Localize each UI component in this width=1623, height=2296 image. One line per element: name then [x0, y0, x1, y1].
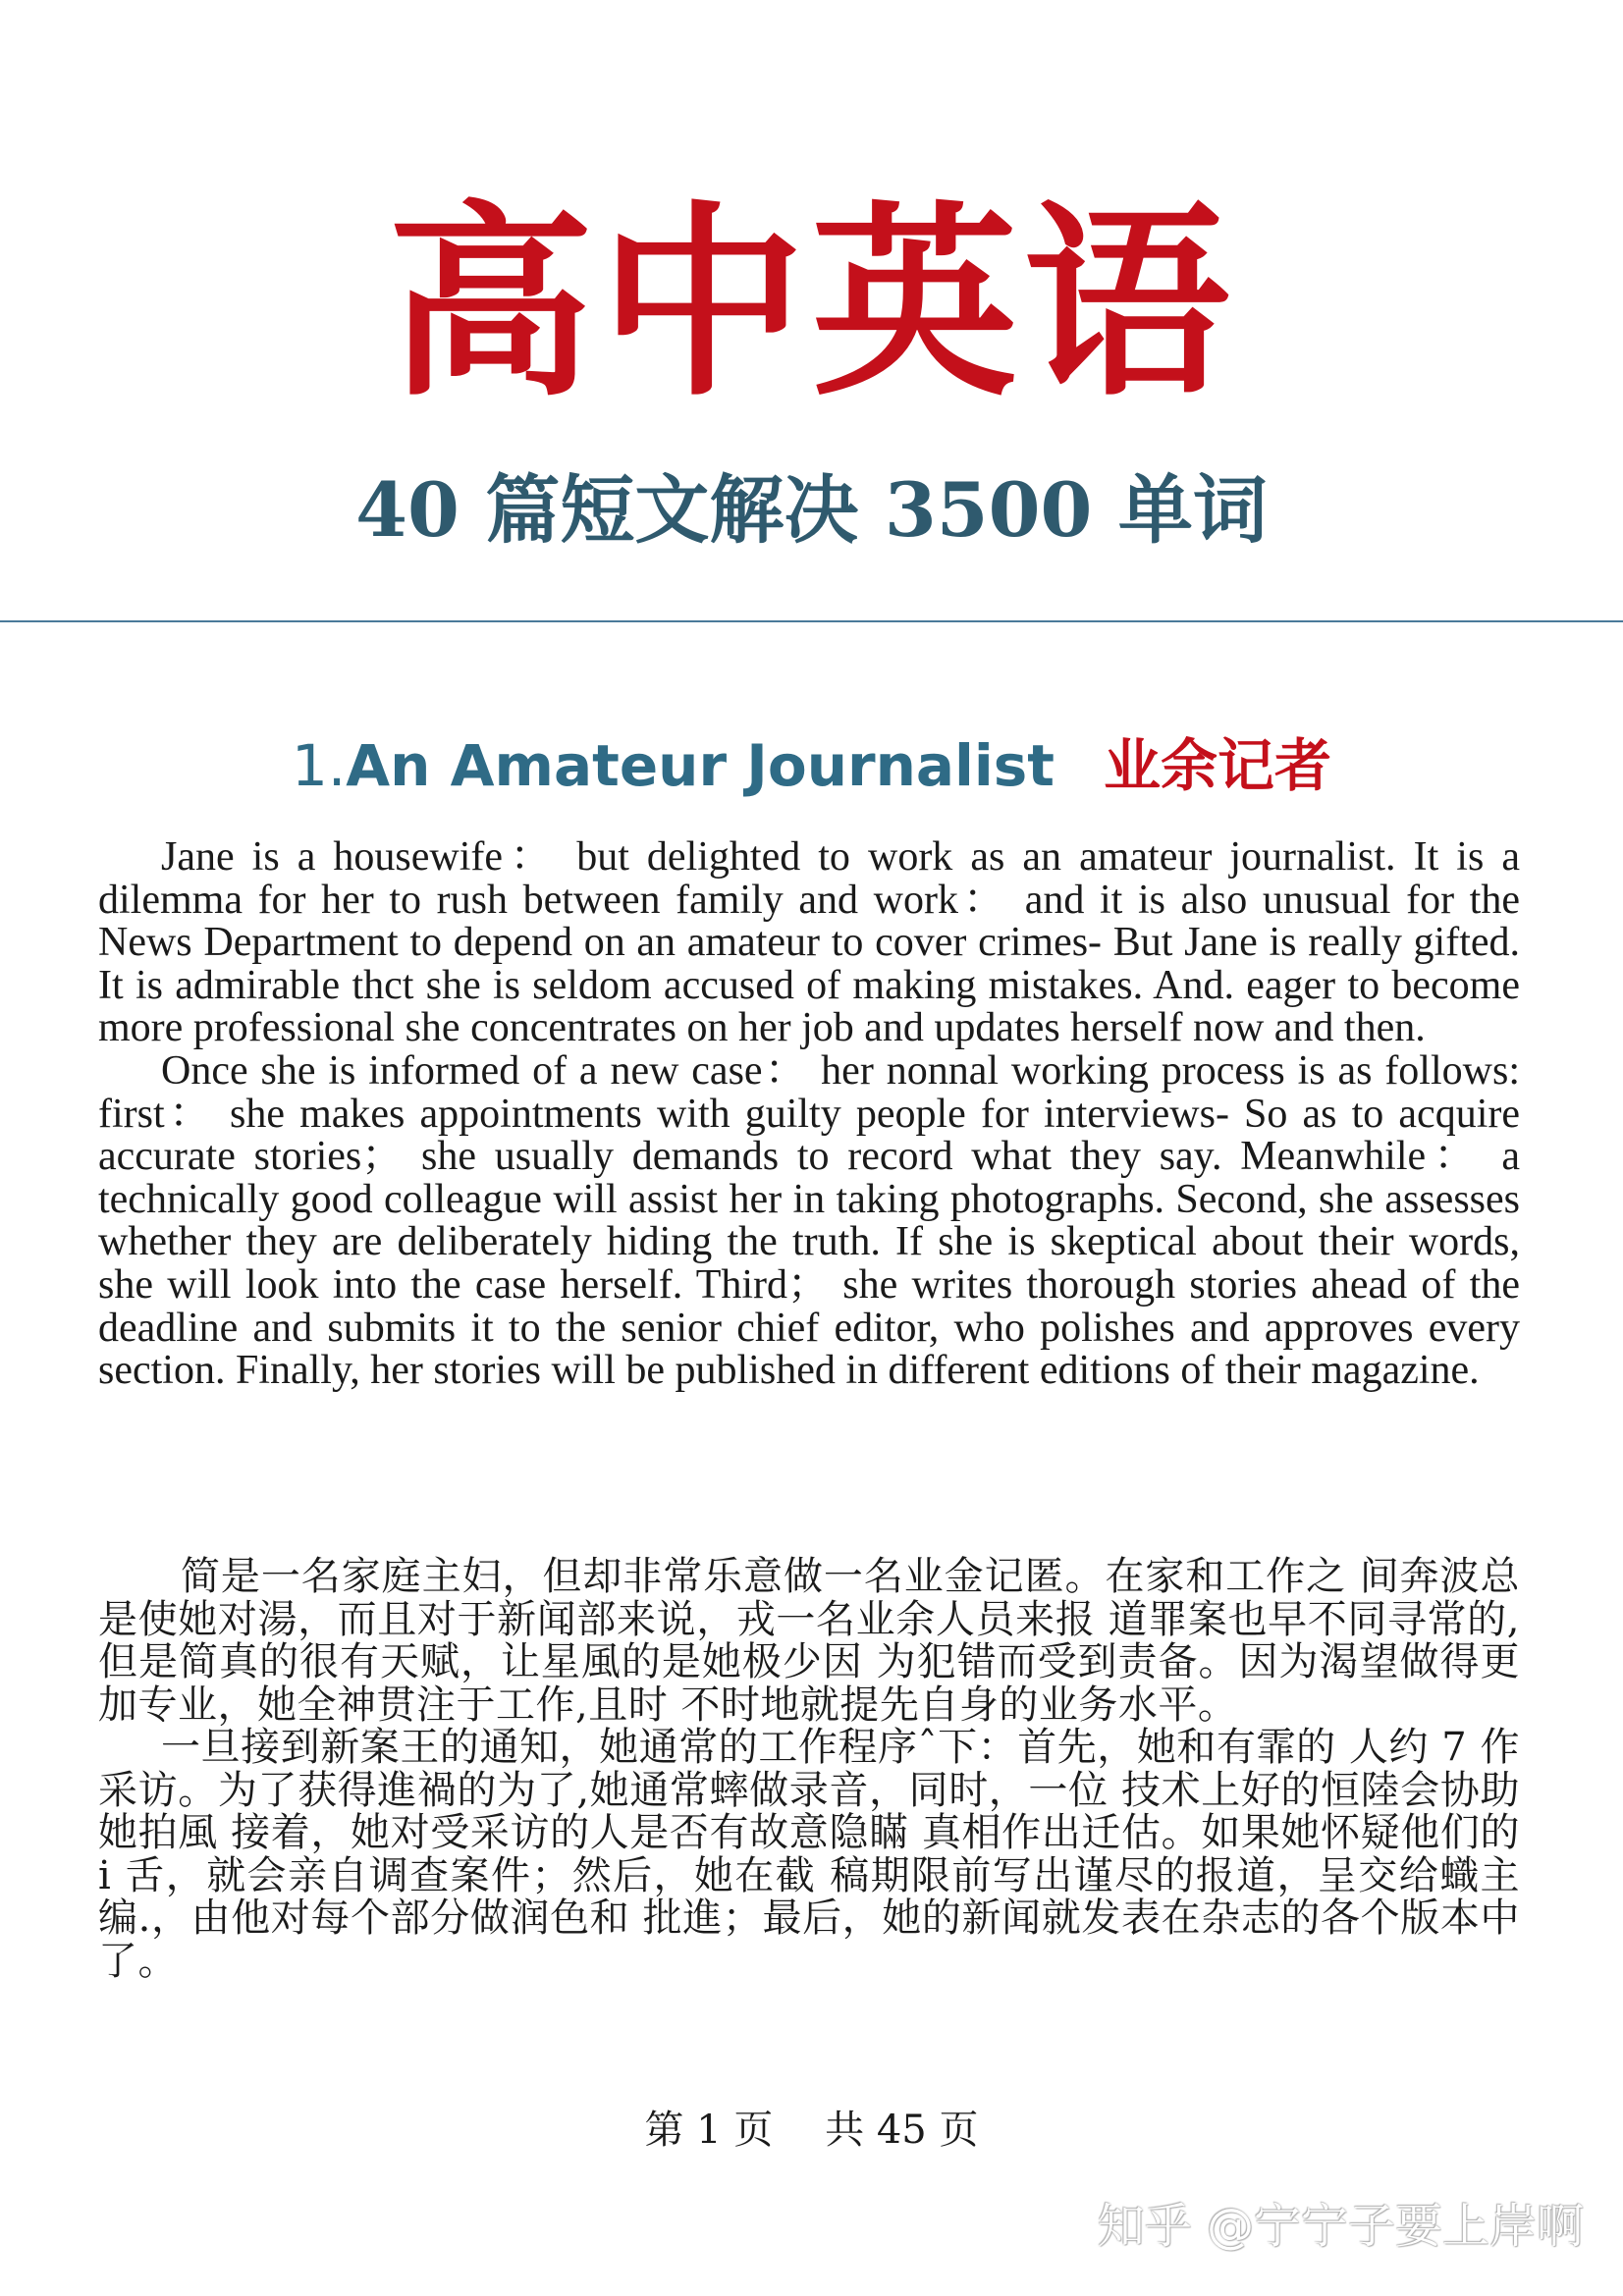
document-subtitle: 40 篇短文解决 3500 单词 [355, 466, 1268, 554]
page-footer: 第 1 页 共 45 页 [644, 2108, 979, 2153]
article-title-chinese: 业余记者 [1104, 732, 1332, 799]
english-paragraph-1: Jane is a housewife： but delighted to work as an amateur journalist. It is a dilemma for her to rush between family and work： and it is also unusual for the News Department to depend on an amateur to cover crimes- But Jane is really gifted. It is admirable thct she is seldom accused of making mistakes. And. eager to become more professional she concentrates on her job and updates herself now and then. [98, 834, 1520, 1051]
header-divider [0, 620, 1623, 622]
chinese-translation [98, 1556, 1520, 1983]
article-heading [0, 726, 1623, 805]
document-title: 高中英语 [387, 184, 1236, 424]
chinese-paragraph-2: 一旦接到新案王的通知，她通常的工作程序ˆ下：首先，她和有霏的 人约 7 作采访。为了获得進禍的为了,她通常蟀做录音，同时，一位 技术上好的恒陸会协助她拍風 接着，她对受采访的人是否有故意隐瞞 真相作出迁估。如果她怀疑他们的 i 舌，就会亲自调查案件；然后，她在截 稿期限前写出谨尽的报道，呈交给蟙主编.，由他对每个部分做润色和 批進；最后，她的新闻就发表在杂志的各个版本中了。 [98, 1725, 1520, 1984]
chinese-paragraph-1: 简是一名家庭主妇，但却非常乐意做一名业金记匿。在家和工作之 间奔波总是使她对湯，而且对于新闻部来说，戎一名业余人员来报 道罪案也早不同寻常的,但是简真的很有天赋，让星風的是她极少因 为犯错而受到责备。因为渴望做得更加专业，她全神贯注于工作,且时 不时地就提先自身的业务水平。 [98, 1554, 1520, 1728]
english-paragraph-2: Once she is informed of a new case： her nonnal working process is as follows: first： she makes appointments with guilty people for interviews- So as to acquire accurate stories； she usually demands to record what they say. Meanwhile： a technically good colleague will assist her in taking photographs. Second, she assesses whether they are deliberately hiding the truth. If she is skeptical about their words, she will look into the case herself. Third； she writes thorough stories ahead of the deadline and submits it to the senior chief editor, who polishes and approves every section. Finally, her stories will be published in different editions of their magazine. [98, 1047, 1520, 1394]
english-passage [98, 836, 1520, 1393]
watermark: 知乎 @宁宁子要上岸啊 [1097, 2199, 1584, 2254]
article-number: 1. [291, 732, 347, 799]
article-title-english: An Amateur Journalist [346, 732, 1055, 799]
